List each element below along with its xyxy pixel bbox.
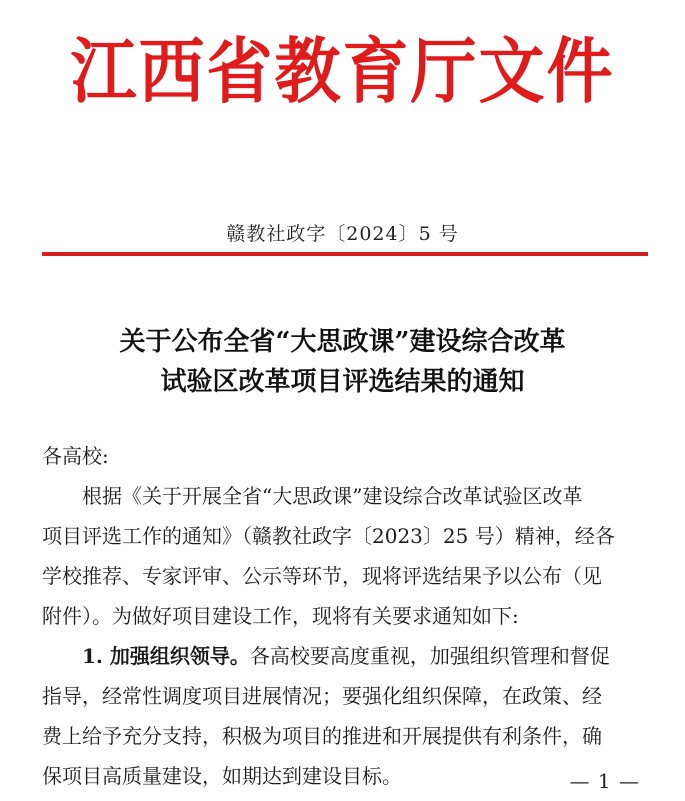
- paragraph-intro-line-3: 学校推荐、专家评审、公示等环节，现将评选结果予以公布（见: [42, 564, 602, 588]
- document-masthead: 江西省教育厅文件: [70, 28, 615, 114]
- notice-body: [42, 436, 654, 796]
- paragraph-intro-line-4: 附件）。为做好项目建设工作，现将有关要求通知如下:: [42, 604, 519, 628]
- paragraph-intro-line-1: 根据《关于开展全省“大思政课”建设综合改革试验区改革: [82, 484, 583, 508]
- red-separator-line: [42, 252, 648, 256]
- notice-title-line-1: 关于公布全省“大思政课”建设综合改革: [119, 327, 566, 357]
- paragraph-requirement-1-line-1: [42, 636, 654, 676]
- paragraph-intro: [42, 476, 654, 636]
- notice-title-line-2: 试验区改革项目评选结果的通知: [160, 367, 525, 397]
- notice-title: [0, 322, 685, 402]
- paragraph-requirement-1-line-3: 费上给予充分支持，积极为项目的推进和开展提供有利条件，确: [42, 724, 602, 748]
- page-number: — 1 —: [569, 769, 640, 793]
- requirement-1-line-1-text: 各高校要高度重视，加强组织管理和督促: [249, 644, 610, 668]
- paragraph-requirement-1-line-2: 指导，经常性调度项目进展情况；要强化组织保障，在政策、经: [42, 684, 602, 708]
- paragraph-intro-line-2: 项目评选工作的通知》（赣教社政字〔2023〕25 号）精神，经各: [42, 524, 615, 548]
- salutation: 各高校:: [42, 444, 109, 468]
- document-number: 赣教社政字〔2024〕5 号: [226, 223, 459, 245]
- paragraph-requirement-1-line-4: 保项目高质量建设，如期达到建设目标。: [42, 764, 402, 788]
- requirement-1-heading: 1. 加强组织领导。: [82, 644, 250, 668]
